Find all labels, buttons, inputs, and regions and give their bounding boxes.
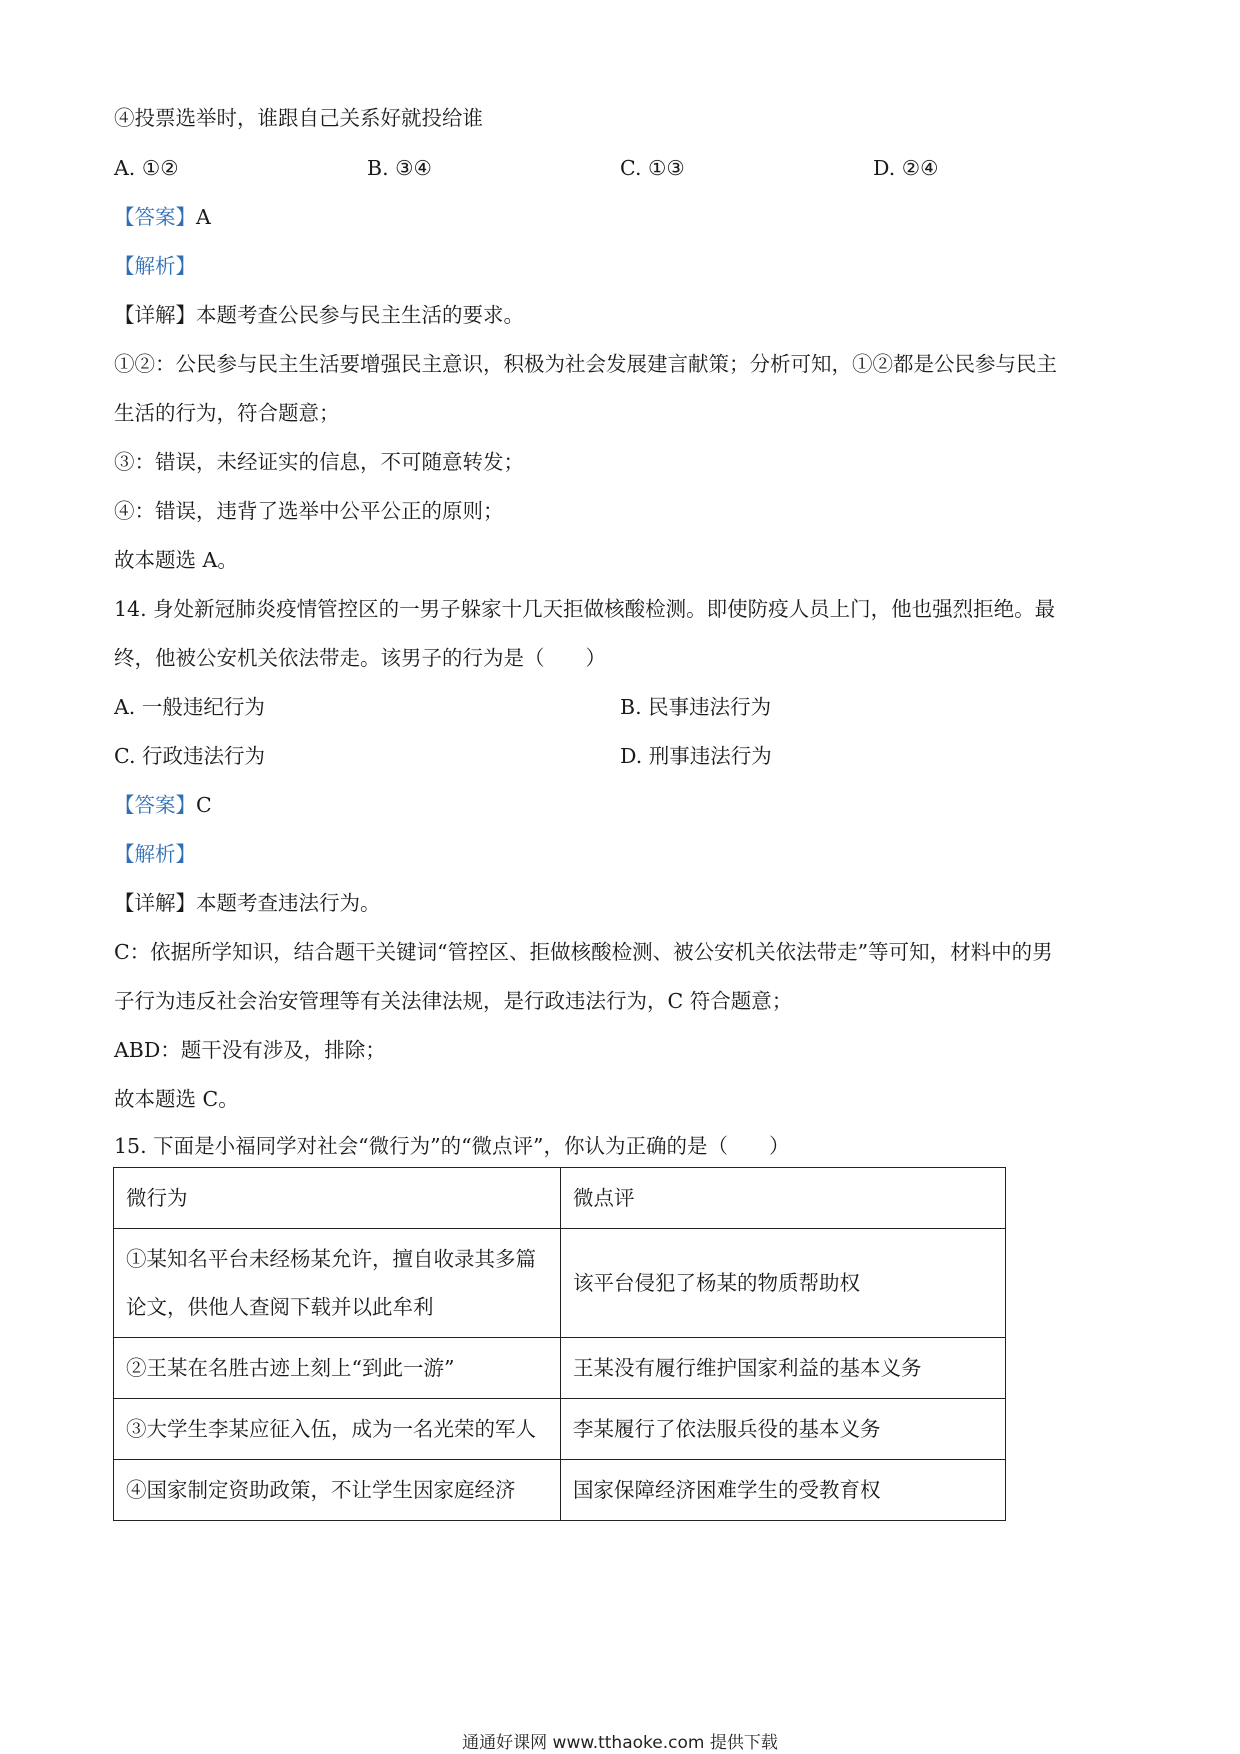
table-header-cell: 微行为 xyxy=(114,1168,561,1229)
behavior-cell: ④国家制定资助政策，不让学生因家庭经济 xyxy=(114,1460,561,1521)
table-header-row xyxy=(114,1168,1006,1229)
detail-label: 【详解】 xyxy=(114,303,196,327)
answer-label: 【答案】 xyxy=(114,205,196,229)
page-footer: 通通好课网 www.tthaoke.com 提供下载 xyxy=(462,1733,778,1753)
q14-option-c: C. 行政违法行为 xyxy=(114,744,265,768)
q13-detail xyxy=(114,300,524,330)
table-row xyxy=(114,1399,1006,1460)
q13-explain-line: 生活的行为，符合题意； xyxy=(114,401,340,425)
q13-option-a: A. ①② xyxy=(114,156,179,180)
q15-stem: 15. 下面是小福同学对社会“微行为”的“微点评”，你认为正确的是（ ） xyxy=(114,1134,790,1158)
q14-option-a: A. 一般违纪行为 xyxy=(114,695,265,719)
q13-answer xyxy=(114,202,211,232)
table-row xyxy=(114,1460,1006,1521)
q14-stem-line1: 14. 身处新冠肺炎疫情管控区的一男子躲家十几天拒做核酸检测。即使防疫人员上门，他也强烈拒绝。最 xyxy=(114,597,1056,621)
q13-option-b: B. ③④ xyxy=(367,156,432,180)
q13-explain-line: ①②：公民参与民主生活要增强民主意识，积极为社会发展建言献策；分析可知，①②都是公民参与民主 xyxy=(114,352,1057,376)
q13-explain-line: ④：错误，违背了选举中公平公正的原则； xyxy=(114,499,504,523)
behavior-cell: ②王某在名胜古迹上刻上“到此一游” xyxy=(114,1338,561,1399)
answer-value: C xyxy=(196,793,212,817)
comment-cell: 国家保障经济困难学生的受教育权 xyxy=(561,1460,1006,1521)
detail-intro: 本题考查违法行为。 xyxy=(196,891,381,915)
answer-value: A xyxy=(196,205,211,229)
answer-label: 【答案】 xyxy=(114,793,196,817)
q14-conclusion: 故本题选 C。 xyxy=(114,1087,239,1111)
table-row xyxy=(114,1229,1006,1338)
behavior-cell: ③大学生李某应征入伍，成为一名光荣的军人 xyxy=(114,1399,561,1460)
detail-label: 【详解】 xyxy=(114,891,196,915)
q14-option-d: D. 刑事违法行为 xyxy=(620,744,772,768)
q13-item-4: ④投票选举时，谁跟自己关系好就投给谁 xyxy=(114,106,483,130)
q14-detail xyxy=(114,888,381,918)
q13-option-c: C. ①③ xyxy=(620,156,685,180)
q13-option-d: D. ②④ xyxy=(873,156,939,180)
q14-option-b: B. 民事违法行为 xyxy=(620,695,772,719)
q14-explain-line: C：依据所学知识，结合题干关键词“管控区、拒做核酸检测、被公安机关依法带走”等可知，材料中的男 xyxy=(114,940,1053,964)
behavior-cell: ①某知名平台未经杨某允许，擅自收录其多篇论文，供他人查阅下载并以此牟利 xyxy=(114,1229,561,1338)
q13-conclusion: 故本题选 A。 xyxy=(114,548,238,572)
q13-explain-line: ③：错误，未经证实的信息，不可随意转发； xyxy=(114,450,524,474)
table-row xyxy=(114,1338,1006,1399)
q14-explain-line: ABD：题干没有涉及，排除； xyxy=(114,1038,386,1062)
table-header-cell: 微点评 xyxy=(561,1168,1006,1229)
q14-explain-line: 子行为违反社会治安管理等有关法律法规，是行政违法行为，C 符合题意； xyxy=(114,989,793,1013)
detail-intro: 本题考查公民参与民主生活的要求。 xyxy=(196,303,524,327)
comment-cell: 该平台侵犯了杨某的物质帮助权 xyxy=(561,1229,1006,1338)
q14-answer xyxy=(114,790,212,820)
q13-analysis-label: 【解析】 xyxy=(114,254,196,278)
q14-stem-line2: 终，他被公安机关依法带走。该男子的行为是（ ） xyxy=(114,646,606,670)
q15-table xyxy=(113,1167,1006,1521)
q14-analysis-label: 【解析】 xyxy=(114,842,196,866)
comment-cell: 王某没有履行维护国家利益的基本义务 xyxy=(561,1338,1006,1399)
comment-cell: 李某履行了依法服兵役的基本义务 xyxy=(561,1399,1006,1460)
